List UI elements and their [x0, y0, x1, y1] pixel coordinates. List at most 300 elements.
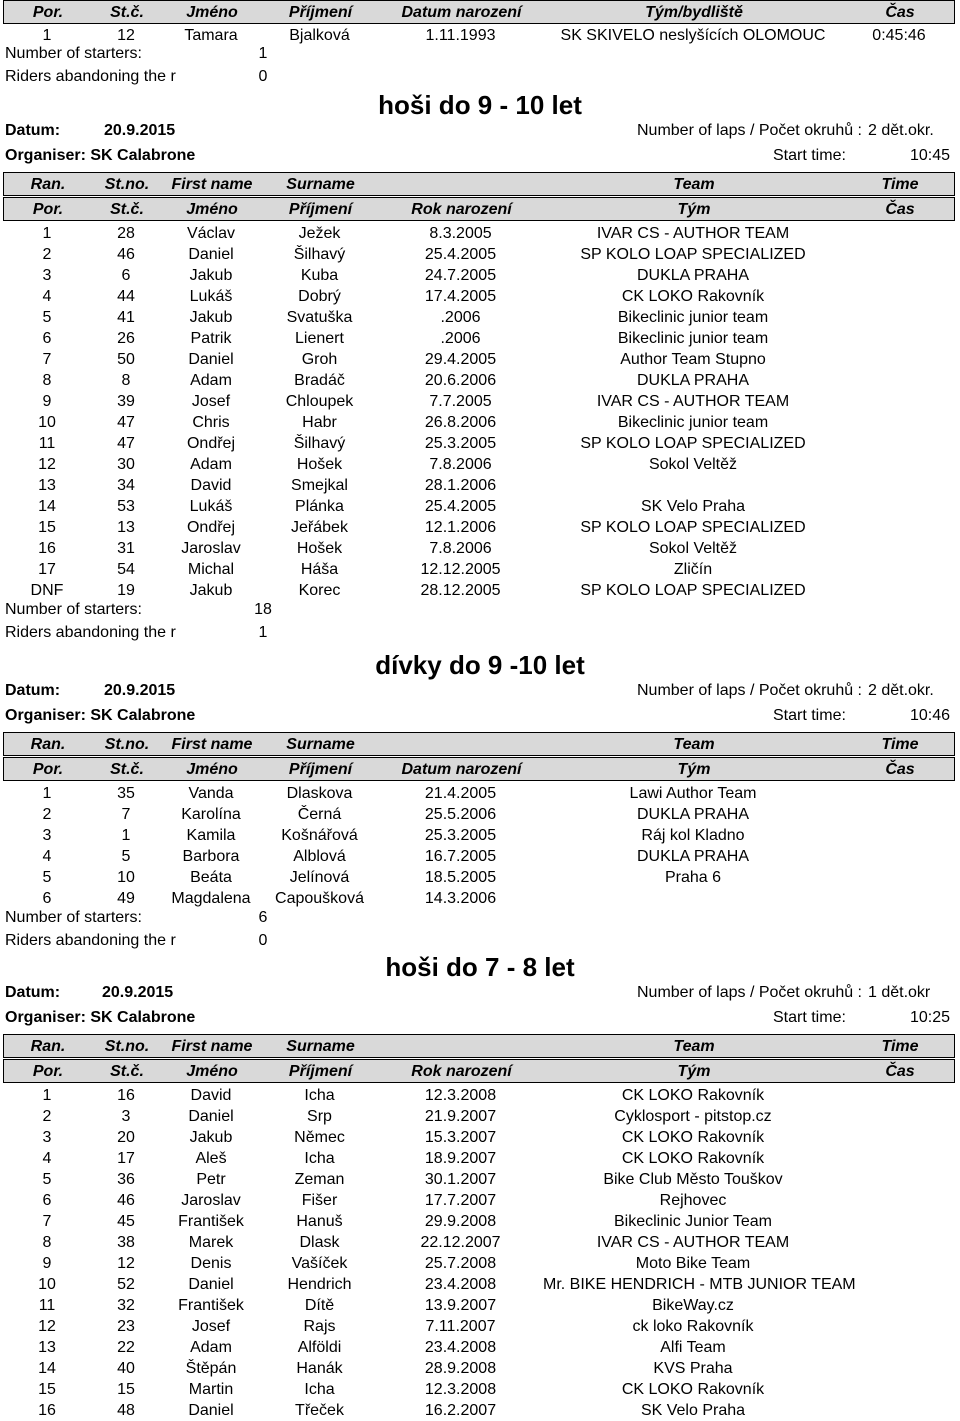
start-time-value: 10:25 — [909, 1009, 950, 1026]
header-time: Time — [881, 176, 919, 193]
abandoning-value: 0 — [258, 68, 268, 85]
cell-time — [843, 804, 955, 825]
cell-time — [843, 1316, 955, 1337]
table-row — [0, 1337, 960, 1358]
cell-start-no: 34 — [117, 477, 135, 494]
header-rank: Por. — [32, 4, 64, 21]
header-team: Tým — [677, 761, 711, 778]
cell-first-name: František — [178, 1213, 244, 1230]
cell-first-name: Daniel — [188, 1108, 234, 1125]
header-time: Time — [881, 1038, 919, 1055]
cell-team: CK LOKO Rakovník — [621, 1087, 765, 1104]
cell-team: SK SKIVELO neslyšících OLOMOUC — [560, 27, 826, 44]
header-first-name: Jméno — [186, 761, 238, 778]
cell-rank: 15 — [38, 1381, 56, 1398]
cell-first-name: Marek — [188, 1234, 234, 1251]
cell-rank: 8 — [42, 372, 52, 389]
cell-start-no: 45 — [117, 1213, 135, 1230]
cell-birth-date: 21.9.2007 — [424, 1108, 497, 1125]
cell-surname: Dlaskova — [286, 785, 353, 802]
cell-start-no: 53 — [117, 498, 135, 515]
table-header — [3, 0, 955, 24]
cell-birth-date: 28.1.2006 — [424, 477, 497, 494]
cell-start-no: 16 — [117, 1087, 135, 1104]
cell-birth-date: 25.3.2005 — [424, 827, 497, 844]
cell-surname: Hendrich — [287, 1276, 352, 1293]
cell-team: BikeWay.cz — [652, 1297, 734, 1314]
table-row — [0, 1211, 960, 1232]
cell-rank: 9 — [42, 393, 52, 410]
cell-rank: 4 — [42, 1150, 52, 1167]
header-time: Čas — [885, 761, 915, 778]
start-time-label: Start time: — [773, 707, 846, 724]
cell-team: Ráj kol Kladno — [641, 827, 745, 844]
table-row — [0, 1085, 960, 1106]
organiser: Organiser: SK Calabrone — [5, 707, 196, 724]
table-row — [0, 349, 960, 370]
cell-birth-date: 16.2.2007 — [424, 1402, 497, 1419]
cell-time — [843, 265, 955, 286]
datum-value: 20.9.2015 — [102, 984, 174, 1001]
cell-start-no: 32 — [117, 1297, 135, 1314]
cell-birth-date: 16.7.2005 — [424, 848, 497, 865]
cell-rank: 6 — [42, 1192, 52, 1209]
cell-team: SP KOLO LOAP SPECIALIZED — [580, 435, 806, 452]
laps-value: 2 dět.okr. — [868, 122, 934, 139]
cell-rank: 16 — [38, 1402, 56, 1419]
table-row — [0, 1232, 960, 1253]
section-title: hoši do 7 - 8 let — [385, 952, 575, 982]
starters-label: Number of starters: — [5, 601, 142, 618]
header-first-name: First name — [171, 736, 253, 753]
cell-time — [843, 475, 955, 496]
header-birth-date — [379, 1035, 544, 1059]
cell-surname: Lienert — [295, 330, 344, 347]
cell-time — [843, 825, 955, 846]
cell-surname: Šilhavý — [293, 246, 346, 263]
cell-surname: Černá — [297, 806, 342, 823]
table-row — [0, 559, 960, 580]
section-title: dívky do 9 -10 let — [375, 650, 585, 680]
cell-rank: 6 — [42, 330, 52, 347]
table-row — [0, 328, 960, 349]
cell-first-name: Vanda — [188, 785, 234, 802]
cell-rank: 14 — [38, 498, 56, 515]
cell-rank: 2 — [42, 806, 52, 823]
cell-start-no: 30 — [117, 456, 135, 473]
cell-team: Bikeclinic junior team — [617, 414, 769, 431]
cell-birth-date: 18.5.2005 — [424, 869, 497, 886]
cell-time — [843, 1358, 955, 1379]
cell-team: Bike Club Město Touškov — [603, 1171, 783, 1188]
cell-surname: Srp — [307, 1108, 332, 1125]
cell-start-no: 1 — [121, 827, 131, 844]
header-rank: Ran. — [30, 1038, 66, 1055]
cell-rank: 12 — [38, 1318, 56, 1335]
cell-time — [843, 580, 955, 601]
cell-first-name: Daniel — [188, 1402, 234, 1419]
cell-first-name: Karolína — [181, 806, 241, 823]
cell-surname: Icha — [304, 1087, 335, 1104]
cell-time — [843, 412, 955, 433]
abandoning-label: Riders abandoning the r — [5, 624, 176, 641]
abandoning-value: 1 — [258, 624, 268, 641]
table-row — [0, 475, 960, 496]
cell-rank: 17 — [38, 561, 56, 578]
cell-team: SK Velo Praha — [640, 498, 746, 515]
cell-birth-date: 7.8.2006 — [429, 456, 492, 473]
table-row — [0, 1169, 960, 1190]
cell-surname: Háša — [300, 561, 339, 578]
cell-time — [843, 1148, 955, 1169]
cell-time — [843, 370, 955, 391]
header-start-no: St.č. — [110, 201, 144, 218]
cell-start-no: 41 — [117, 309, 135, 326]
header-surname: Příjmení — [288, 201, 353, 218]
cell-first-name: Jakub — [189, 309, 233, 326]
cell-first-name: Jakub — [189, 267, 233, 284]
cell-time — [843, 1211, 955, 1232]
cell-birth-date: 28.9.2008 — [424, 1360, 497, 1377]
cell-time — [843, 1274, 955, 1295]
section-title: hoši do 9 - 10 let — [378, 90, 582, 120]
cell-first-name: Petr — [196, 1171, 226, 1188]
cell-start-no: 8 — [121, 372, 131, 389]
cell-start-no: 7 — [121, 806, 131, 823]
header-birth-date — [379, 173, 544, 197]
cell-team: Rejhovec — [659, 1192, 727, 1209]
cell-first-name: Josef — [191, 393, 231, 410]
cell-team: Alfi Team — [660, 1339, 726, 1356]
cell-first-name: Michal — [187, 561, 235, 578]
header-first-name: First name — [171, 176, 253, 193]
cell-start-no: 6 — [121, 267, 131, 284]
laps-value: 2 dět.okr. — [868, 682, 934, 699]
cell-rank: 9 — [42, 1255, 52, 1272]
table-row — [0, 286, 960, 307]
cell-rank: 4 — [42, 848, 52, 865]
abandoning-label: Riders abandoning the r — [5, 932, 176, 949]
header-time: Time — [881, 736, 919, 753]
starters-label: Number of starters: — [5, 909, 142, 926]
header-team: Tým/bydliště — [645, 4, 743, 21]
cell-rank: 11 — [38, 1297, 56, 1314]
header-surname: Surname — [286, 736, 355, 753]
cell-birth-date: 30.1.2007 — [424, 1171, 497, 1188]
table-row — [0, 1400, 960, 1421]
cell-birth-date: 12.1.2006 — [424, 519, 497, 536]
header-start-no: St.č. — [110, 761, 144, 778]
cell-surname: Svatuška — [286, 309, 353, 326]
cell-surname: Bjalková — [289, 27, 350, 44]
cell-surname: Icha — [304, 1150, 335, 1167]
cell-surname: Hošek — [296, 456, 343, 473]
cell-rank: 7 — [42, 1213, 52, 1230]
cell-first-name: David — [190, 477, 232, 494]
cell-start-no: 12 — [117, 1255, 135, 1272]
cell-birth-date: 25.5.2006 — [424, 806, 497, 823]
cell-rank: 15 — [38, 519, 56, 536]
table-row — [0, 265, 960, 286]
cell-time — [843, 559, 955, 580]
cell-team: DUKLA PRAHA — [636, 372, 750, 389]
header-time: Čas — [885, 201, 915, 218]
cell-team: KVS Praha — [653, 1360, 733, 1377]
cell-time — [843, 888, 955, 909]
cell-surname: Alföldi — [297, 1339, 342, 1356]
cell-surname: Ježek — [298, 225, 341, 242]
cell-team: IVAR CS - AUTHOR TEAM — [596, 1234, 790, 1251]
cell-team: Zličín — [673, 561, 713, 578]
table-row — [0, 1295, 960, 1316]
cell-first-name: Magdalena — [171, 890, 251, 907]
cell-birth-date: 1.11.1993 — [425, 27, 496, 44]
header-start-no: St.no. — [104, 736, 150, 753]
cell-first-name: Adam — [190, 372, 232, 389]
header-surname: Příjmení — [288, 1063, 353, 1080]
cell-team: ck loko Rakovník — [632, 1318, 754, 1335]
cell-time — [843, 349, 955, 370]
cell-surname: Korec — [298, 582, 341, 599]
starters-value: 6 — [258, 909, 268, 926]
cell-surname: Košnářová — [281, 827, 358, 844]
table-row — [0, 391, 960, 412]
cell-start-no: 22 — [117, 1339, 135, 1356]
cell-team: Sokol Veltěž — [648, 456, 738, 473]
cell-time — [843, 454, 955, 475]
cell-rank: 1 — [42, 785, 52, 802]
cell-team — [543, 475, 843, 496]
abandoning-label: Riders abandoning the r — [5, 68, 176, 85]
cell-surname: Groh — [301, 351, 338, 368]
cell-first-name: David — [190, 1087, 232, 1104]
header-surname: Příjmení — [288, 761, 353, 778]
cell-surname: Habr — [302, 414, 337, 431]
cell-rank: 10 — [38, 1276, 56, 1293]
cell-start-no: 47 — [117, 435, 135, 452]
table-row — [0, 1358, 960, 1379]
cell-start-no: 17 — [117, 1150, 135, 1167]
header-first-name: Jméno — [186, 1063, 238, 1080]
header-team: Tým — [677, 201, 711, 218]
table-header-en — [3, 1034, 955, 1058]
laps-label: Number of laps / Počet okruhů : — [637, 682, 862, 699]
datum-label: Datum: — [5, 122, 61, 139]
cell-team: CK LOKO Rakovník — [621, 1381, 765, 1398]
cell-time — [843, 1190, 955, 1211]
cell-rank: 3 — [42, 827, 52, 844]
cell-time — [843, 867, 955, 888]
cell-first-name: Ondřej — [186, 435, 236, 452]
cell-birth-date: 26.8.2006 — [424, 414, 497, 431]
cell-first-name: Daniel — [188, 246, 234, 263]
cell-time — [843, 1337, 955, 1358]
table-row — [0, 1106, 960, 1127]
cell-start-no: 3 — [121, 1108, 131, 1125]
cell-rank: 13 — [38, 477, 56, 494]
header-birth-date: Datum narození — [401, 761, 522, 778]
table-row — [0, 307, 960, 328]
table-row — [0, 412, 960, 433]
cell-rank: 3 — [42, 267, 52, 284]
cell-first-name: Aleš — [195, 1150, 227, 1167]
header-time: Čas — [885, 4, 915, 21]
cell-birth-date: 23.4.2008 — [424, 1339, 497, 1356]
cell-rank: 1 — [42, 27, 52, 44]
cell-time — [843, 517, 955, 538]
cell-surname: Plánka — [295, 498, 344, 515]
cell-team: SP KOLO LOAP SPECIALIZED — [580, 519, 806, 536]
cell-birth-date: 7.7.2005 — [429, 393, 492, 410]
cell-start-no: 26 — [117, 330, 135, 347]
cell-team: Bikeclinic Junior Team — [614, 1213, 772, 1230]
laps-label: Number of laps / Počet okruhů : — [637, 984, 862, 1001]
cell-time — [843, 538, 955, 559]
cell-start-no: 38 — [117, 1234, 135, 1251]
cell-surname: Zeman — [294, 1171, 345, 1188]
header-team: Team — [673, 176, 715, 193]
cell-time — [843, 1232, 955, 1253]
cell-start-no: 46 — [117, 1192, 135, 1209]
cell-rank: 4 — [42, 288, 52, 305]
header-start-no: St.č. — [110, 1063, 144, 1080]
laps-label: Number of laps / Počet okruhů : — [637, 122, 862, 139]
cell-first-name: Chris — [192, 414, 230, 431]
cell-team: Mr. BIKE HENDRICH - MTB JUNIOR TEAM — [543, 1276, 856, 1293]
organiser: Organiser: SK Calabrone — [5, 1009, 196, 1026]
cell-time — [843, 1169, 955, 1190]
cell-surname: Hanuš — [296, 1213, 343, 1230]
table-row — [0, 1127, 960, 1148]
start-time-value: 10:45 — [909, 147, 950, 164]
cell-time — [843, 328, 955, 349]
table-row — [0, 1190, 960, 1211]
table-row — [0, 783, 960, 804]
cell-surname: Kuba — [300, 267, 339, 284]
header-surname: Surname — [286, 1038, 355, 1055]
header-birth-date: Datum narození — [401, 4, 522, 21]
cell-birth-date: 13.9.2007 — [424, 1297, 497, 1314]
table-row — [0, 517, 960, 538]
table-row — [0, 825, 960, 846]
cell-rank: DNF — [30, 582, 64, 599]
cell-time — [843, 1085, 955, 1106]
datum-label: Datum: — [5, 682, 61, 699]
cell-start-no: 31 — [117, 540, 135, 557]
cell-start-no: 20 — [117, 1129, 135, 1146]
cell-surname: Dítě — [304, 1297, 335, 1314]
start-time-label: Start time: — [773, 1009, 846, 1026]
cell-time — [843, 1295, 955, 1316]
header-start-no: St.no. — [104, 176, 150, 193]
cell-first-name: Václav — [186, 225, 236, 242]
cell-rank: 5 — [42, 1171, 52, 1188]
cell-birth-date: 14.3.2006 — [424, 890, 497, 907]
header-birth-date: Rok narození — [411, 1063, 512, 1080]
cell-start-no: 44 — [117, 288, 135, 305]
cell-surname: Dobrý — [298, 288, 341, 305]
datum-label: Datum: — [5, 984, 61, 1001]
start-time-label: Start time: — [773, 147, 846, 164]
cell-start-no: 36 — [117, 1171, 135, 1188]
cell-surname: Hošek — [296, 540, 343, 557]
cell-surname: Jeřábek — [291, 519, 348, 536]
cell-start-no: 13 — [117, 519, 135, 536]
cell-rank: 7 — [42, 351, 52, 368]
cell-team: Praha 6 — [664, 869, 722, 886]
header-rank: Por. — [32, 1063, 64, 1080]
header-team: Tým — [677, 1063, 711, 1080]
starters-value: 18 — [254, 601, 272, 618]
cell-team: Moto Bike Team — [635, 1255, 751, 1272]
cell-start-no: 48 — [117, 1402, 135, 1419]
cell-team: Bikeclinic junior team — [617, 330, 769, 347]
header-rank: Por. — [32, 761, 64, 778]
cell-team: CK LOKO Rakovník — [621, 288, 765, 305]
cell-surname: Chloupek — [285, 393, 354, 410]
cell-team: SK Velo Praha — [640, 1402, 746, 1419]
header-rank: Ran. — [30, 736, 66, 753]
cell-first-name: Jakub — [189, 582, 233, 599]
cell-birth-date: 25.7.2008 — [424, 1255, 497, 1272]
header-team: Team — [673, 1038, 715, 1055]
table-row — [0, 1379, 960, 1400]
cell-birth-date: .2006 — [440, 330, 481, 347]
cell-birth-date: 12.3.2008 — [424, 1087, 497, 1104]
cell-rank: 2 — [42, 246, 52, 263]
cell-first-name: Lukáš — [189, 288, 233, 305]
cell-rank: 11 — [38, 435, 56, 452]
cell-start-no: 5 — [121, 848, 131, 865]
cell-birth-date: 29.9.2008 — [424, 1213, 497, 1230]
cell-rank: 14 — [38, 1360, 56, 1377]
cell-team: DUKLA PRAHA — [636, 848, 750, 865]
header-first-name: Jméno — [186, 4, 238, 21]
table-header-en — [3, 732, 955, 756]
cell-surname: Smejkal — [291, 477, 348, 494]
table-row — [0, 1148, 960, 1169]
cell-start-no: 28 — [117, 225, 135, 242]
cell-surname: Jelínová — [289, 869, 350, 886]
cell-birth-date: 8.3.2005 — [429, 225, 492, 242]
cell-team: IVAR CS - AUTHOR TEAM — [596, 393, 790, 410]
cell-first-name: Beáta — [190, 869, 232, 886]
cell-birth-date: 22.12.2007 — [420, 1234, 501, 1251]
cell-team: CK LOKO Rakovník — [621, 1150, 765, 1167]
cell-team — [543, 888, 843, 909]
cell-rank: 1 — [42, 225, 52, 242]
cell-first-name: Štěpán — [185, 1360, 237, 1377]
cell-start-no: 39 — [117, 393, 135, 410]
table-header-cz — [3, 1059, 955, 1083]
cell-birth-date: 28.12.2005 — [420, 582, 501, 599]
cell-rank: 2 — [42, 1108, 52, 1125]
cell-first-name: Daniel — [188, 351, 234, 368]
cell-time — [843, 783, 955, 804]
cell-birth-date: 25.4.2005 — [424, 246, 497, 263]
cell-birth-date: 24.7.2005 — [424, 267, 497, 284]
cell-first-name: Jaroslav — [181, 1192, 241, 1209]
cell-first-name: Daniel — [188, 1276, 234, 1293]
cell-birth-date: 29.4.2005 — [424, 351, 497, 368]
header-time: Čas — [885, 1063, 915, 1080]
cell-start-no: 50 — [117, 351, 135, 368]
header-birth-date — [379, 733, 544, 757]
start-time-value: 10:46 — [909, 707, 950, 724]
cell-first-name: Barbora — [182, 848, 240, 865]
cell-surname: Němec — [294, 1129, 345, 1146]
header-first-name: First name — [171, 1038, 253, 1055]
